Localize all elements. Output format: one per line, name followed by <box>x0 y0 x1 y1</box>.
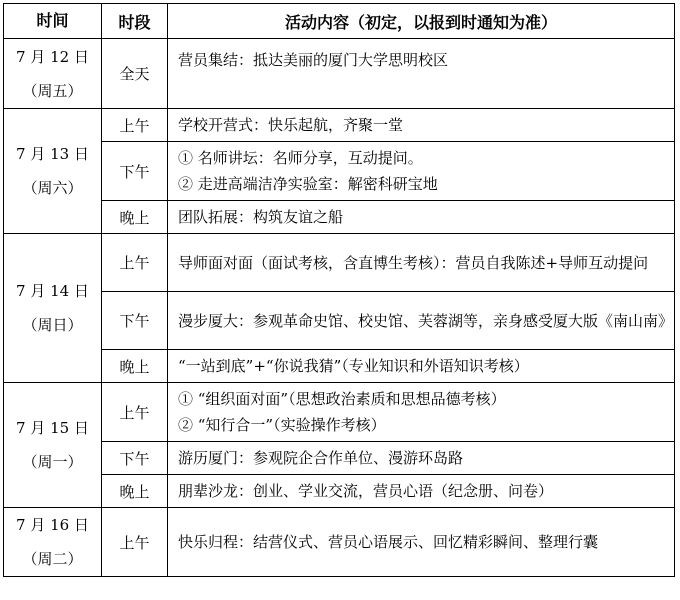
date-label: 7 月 16 日 <box>16 516 89 534</box>
date-cell-jul-15 <box>4 383 102 508</box>
activity-line: 学校开营式：快乐起航，齐聚一堂 <box>178 116 404 134</box>
date-label: 7 月 12 日 <box>16 47 89 66</box>
activity-cell <box>168 142 675 201</box>
date-cell-jul-16 <box>4 508 102 577</box>
activity-line: 漫步厦大：参观革命史馆、校史馆、芙蓉湖等，亲身感受厦大版《南山南》 <box>178 311 674 330</box>
table-row <box>4 508 675 577</box>
period-cell: 晚上 <box>102 201 168 234</box>
weekday-label: （周日） <box>22 316 83 334</box>
activity-cell <box>168 442 675 475</box>
activity-line: 导师面对面（面试考核，含直博生考核）：营员自我陈述+导师互动提问 <box>178 253 649 272</box>
weekday-label: （周五） <box>22 81 83 100</box>
period-cell: 晚上 <box>102 475 168 508</box>
table-row <box>4 109 675 142</box>
activity-line: 团队拓展：构筑友谊之船 <box>178 208 344 226</box>
table-row <box>4 234 675 292</box>
period-cell: 上午 <box>102 109 168 142</box>
table-row <box>4 475 675 508</box>
activity-line: 游历厦门：参观院企合作单位、漫游环岛路 <box>178 449 464 467</box>
activity-line: ① “组织面对面”（思想政治素质和思想品德考核） <box>178 390 506 408</box>
activity-line: “一站到底”+“你说我猜”（专业知识和外语知识考核） <box>178 357 529 375</box>
camp-schedule-table <box>3 3 675 577</box>
activity-cell <box>168 201 675 234</box>
activity-line: 营员集结：抵达美丽的厦门大学思明校区 <box>178 51 449 69</box>
activity-cell <box>168 508 675 577</box>
activity-cell <box>168 350 675 383</box>
weekday-label: （周六） <box>22 179 83 197</box>
activity-cell <box>168 109 675 142</box>
period-cell: 晚上 <box>102 350 168 383</box>
activity-line: 朋辈沙龙：创业、学业交流，营员心语（纪念册、问卷） <box>178 482 554 500</box>
activity-line: ② 走进高端洁净实验室：解密科研宝地 <box>178 175 438 193</box>
activity-cell <box>168 292 675 350</box>
activity-cell <box>168 234 675 292</box>
period-cell: 下午 <box>102 292 168 350</box>
table-row <box>4 39 675 109</box>
date-cell-jul-12 <box>4 39 102 109</box>
date-label: 7 月 13 日 <box>16 145 89 163</box>
period-cell: 上午 <box>102 508 168 577</box>
activity-cell <box>168 383 675 442</box>
activity-cell <box>168 475 675 508</box>
period-cell: 全天 <box>102 39 168 109</box>
header-activity: 活动内容（初定，以报到时通知为准） <box>168 4 675 39</box>
date-label: 7 月 14 日 <box>16 282 89 300</box>
period-cell: 上午 <box>102 383 168 442</box>
table-row <box>4 383 675 442</box>
period-cell: 下午 <box>102 142 168 201</box>
table-row <box>4 442 675 475</box>
activity-line: 快乐归程：结营仪式、营员心语展示、回忆精彩瞬间、整理行囊 <box>178 533 599 551</box>
date-cell-jul-14 <box>4 234 102 383</box>
table-row <box>4 292 675 350</box>
header-date: 时间 <box>4 4 102 39</box>
activity-line: ② “知行合一”（实验操作考核） <box>178 416 386 434</box>
table-row <box>4 350 675 383</box>
period-cell: 上午 <box>102 234 168 292</box>
period-cell: 下午 <box>102 442 168 475</box>
header-row <box>4 4 675 39</box>
table-row <box>4 142 675 201</box>
weekday-label: （周二） <box>22 550 83 568</box>
weekday-label: （周一） <box>22 453 83 471</box>
activity-cell <box>168 39 675 109</box>
table-row <box>4 201 675 234</box>
activity-line: ① 名师讲坛：名师分享，互动提问。 <box>178 149 423 167</box>
header-period: 时段 <box>102 4 168 39</box>
date-label: 7 月 15 日 <box>16 419 89 437</box>
date-cell-jul-13 <box>4 109 102 234</box>
